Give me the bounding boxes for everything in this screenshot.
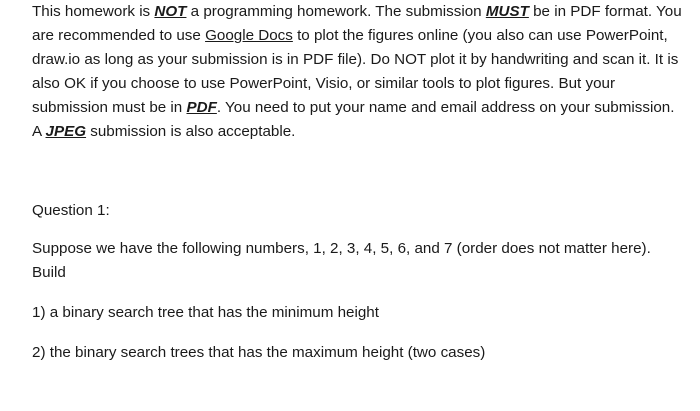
question-body-line-2: Build [32,264,66,281]
text-run: a programming homework. The submission [186,3,486,20]
instructions-line-4: also OK if you choose to use PowerPoint, Visio, or similar tools to plot figures. But your [32,75,616,92]
instructions-line-5 [32,96,700,120]
text-run: submission is also acceptable. [86,123,296,140]
question-body-line-1: Suppose we have the following numbers, 1, 2, 3, 4, 5, 6, and 7 (order does not matter here). [32,240,651,257]
google-docs-link[interactable]: Google Docs [205,27,293,44]
question-body [32,237,651,285]
instructions-paragraph [32,0,700,144]
emphasis-not: NOT [154,3,187,20]
text-run: . You need to put your name and email address on your submission. [216,99,675,116]
text-run: A [32,123,46,140]
emphasis-must: MUST [485,3,529,20]
question-item-2: 2) the binary search trees that has the maximum height (two cases) [32,344,486,361]
instructions-line-6 [32,120,700,144]
emphasis-jpeg: JPEG [45,123,87,140]
instructions-line-3: draw.io as long as your submission is in PDF file). Do NOT plot it by handwriting and scan it. It is [32,51,679,68]
text-run: to plot the figures online (you also can use PowerPoint, [292,27,668,44]
instructions-line-1 [32,0,700,24]
emphasis-pdf: PDF [186,99,217,116]
text-run: submission must be in [32,99,187,116]
text-run: be in PDF format. You [528,3,682,20]
instructions-line-2 [32,24,700,48]
document-page [32,0,700,361]
question-item-1: 1) a binary search tree that has the minimum height [32,304,379,321]
question-title: Question 1: [32,202,110,219]
text-run: This homework is [32,3,155,20]
text-run: are recommended to use [32,27,206,44]
